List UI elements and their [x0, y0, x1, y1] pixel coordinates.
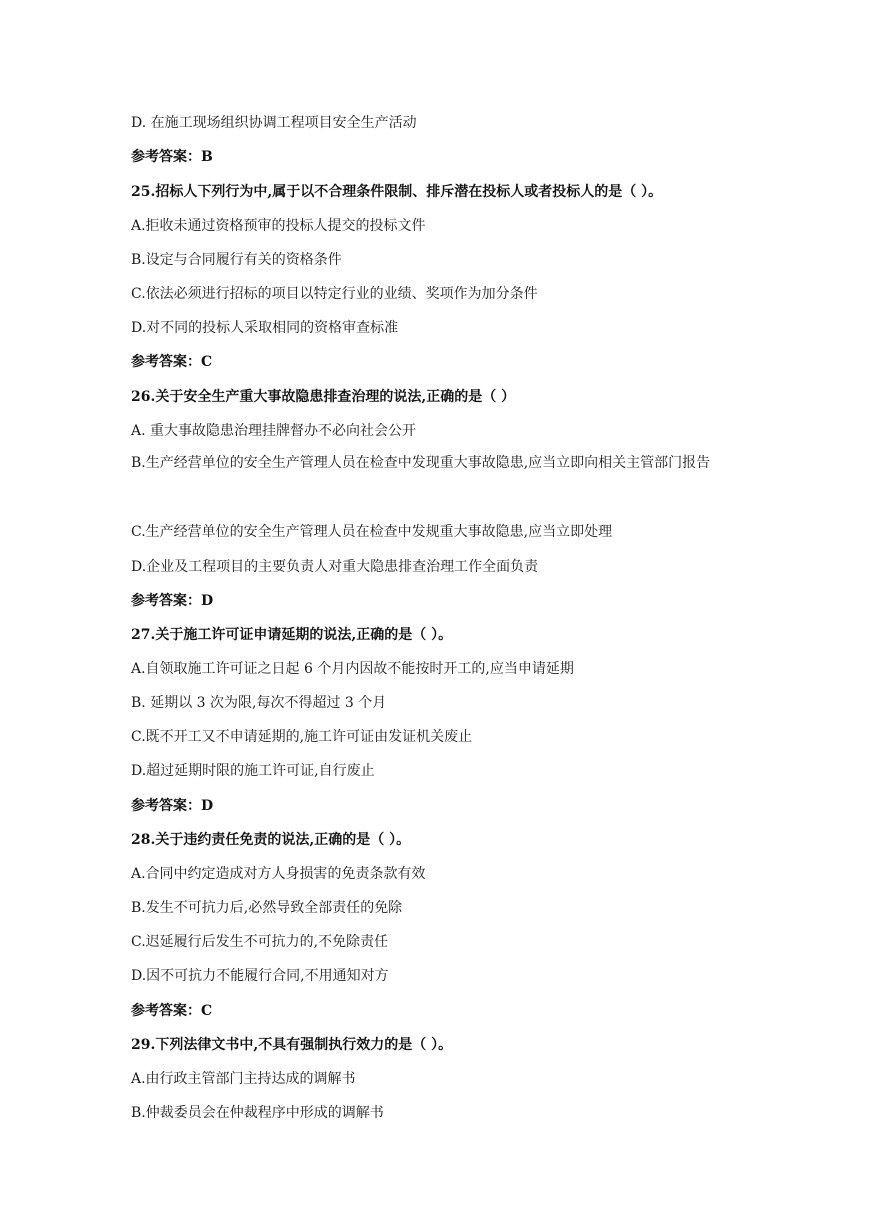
option-c-25: C.依法必须进行招标的项目以特定行业的业绩、奖项作为加分条件 — [131, 286, 538, 302]
option-d-24: D. 在施工现场组织协调工程项目安全生产活动 — [131, 115, 417, 131]
option-b-28: B.发生不可抗力后,必然导致全部责任的免除 — [131, 900, 403, 916]
option-b-27: B. 延期以 3 次为限,每次不得超过 3 个月 — [131, 695, 387, 711]
option-d-25: D.对不同的投标人采取相同的资格审查标准 — [131, 320, 399, 336]
question-25: 25.招标人下列行为中,属于以不合理条件限制、排斥潜在投标人或者投标人的是（ ）。 — [131, 184, 663, 200]
question-29: 29.下列法律文书中,不具有强制执行效力的是（ ）。 — [131, 1037, 453, 1053]
option-a-28: A.合同中约定造成对方人身损害的免责条款有效 — [131, 866, 426, 882]
option-c-26: C.生产经营单位的安全生产管理人员在检查中发规重大事故隐患,应当立即处理 — [131, 524, 613, 540]
option-c-28: C.迟延履行后发生不可抗力的,不免除责任 — [131, 934, 389, 950]
option-a-27: A.自领取施工许可证之日起 6 个月内因故不能按时开工的,应当申请延期 — [131, 661, 574, 677]
answer-24: 参考答案：B — [131, 149, 213, 165]
option-d-27: D.超过延期时限的施工许可证,自行废止 — [131, 763, 375, 779]
option-d-26: D.企业及工程项目的主要负责人对重大隐患排查治理工作全面负责 — [131, 559, 539, 575]
option-d-28: D.因不可抗力不能履行合同,不用通知对方 — [131, 968, 389, 984]
answer-27: 参考答案：D — [131, 798, 214, 814]
option-a-26: A. 重大事故隐患治理挂牌督办不必向社会公开 — [131, 423, 417, 439]
option-c-27: C.既不开工又不申请延期的,施工许可证由发证机关废止 — [131, 729, 473, 745]
answer-28: 参考答案：C — [131, 1003, 213, 1019]
option-b-25: B.设定与合同履行有关的资格条件 — [131, 252, 342, 268]
option-b-29: B.仲裁委员会在仲裁程序中形成的调解书 — [131, 1105, 384, 1121]
question-26: 26.关于安全生产重大事故隐患排查治理的说法,正确的是（ ） — [131, 389, 516, 405]
question-27: 27.关于施工许可证申请延期的说法,正确的是（ ）。 — [131, 627, 453, 643]
option-b-26: B.生产经营单位的安全生产管理人员在检查中发现重大事故隐患,应当立即向相关主管部门报告 — [131, 455, 711, 471]
answer-26: 参考答案：D — [131, 593, 214, 609]
option-a-25: A.拒收未通过资格预审的投标人提交的投标文件 — [131, 218, 426, 234]
question-28: 28.关于违约责任免责的说法,正确的是（ ）。 — [131, 832, 411, 848]
option-a-29: A.由行政主管部门主持达成的调解书 — [131, 1071, 356, 1087]
answer-25: 参考答案：C — [131, 354, 213, 370]
